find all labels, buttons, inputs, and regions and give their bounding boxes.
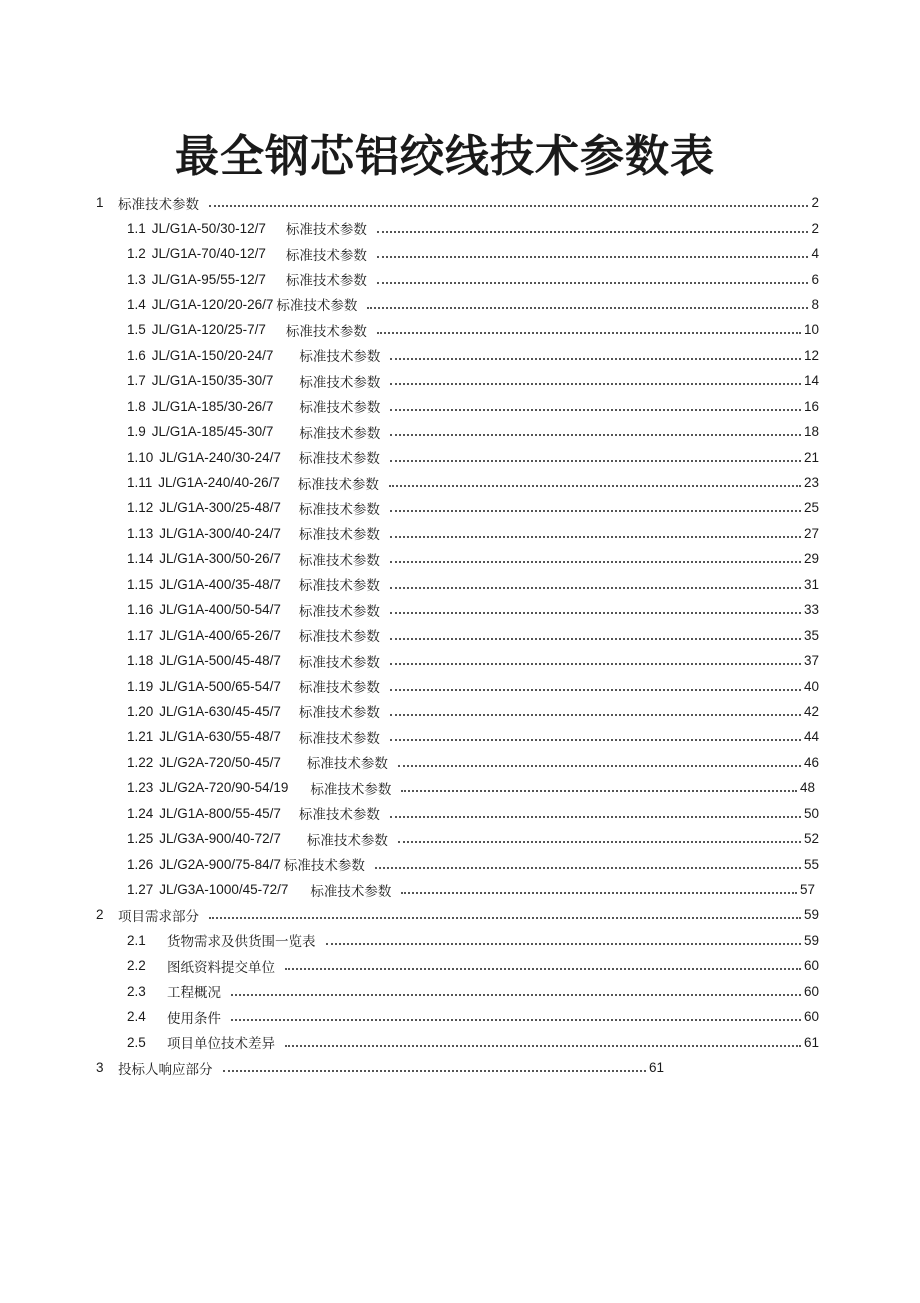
toc-entry-heading: 标准技术参数 — [299, 425, 381, 441]
toc-entry-heading: 标准技术参数 — [298, 680, 380, 696]
dot-leader — [390, 357, 801, 360]
toc-entry[interactable] — [0, 699, 920, 724]
toc-entry-number: 1.21 — [127, 729, 154, 745]
dot-leader — [390, 535, 801, 538]
toc-entry-number: 1.3 — [127, 271, 146, 287]
toc-entry-heading: 标准技术参数 — [285, 273, 367, 289]
toc-entry[interactable] — [0, 622, 920, 647]
toc-entry-page: 61 — [803, 1034, 819, 1050]
toc-entry-number: 1 — [96, 195, 104, 211]
toc-entry-label: JL/G3A-1000/45-72/7 — [159, 882, 289, 898]
toc-entry-number: 1.19 — [127, 678, 154, 694]
toc-entry-label: JL/G1A-800/55-45/7 — [159, 805, 281, 821]
table-of-contents — [0, 190, 920, 1080]
toc-entry[interactable] — [0, 724, 920, 749]
dot-leader — [389, 484, 801, 487]
dot-leader — [209, 916, 801, 919]
toc-entry-number: 1.8 — [127, 398, 146, 414]
toc-entry-number: 1.17 — [127, 627, 154, 643]
toc-entry-heading: 标准技术参数 — [285, 323, 367, 339]
toc-entry-label: JL/G1A-300/50-26/7 — [159, 551, 281, 567]
toc-entry-label: 项目需求部分 — [118, 908, 199, 924]
toc-entry-number: 1.24 — [127, 805, 154, 821]
toc-entry[interactable] — [0, 902, 920, 927]
dot-leader — [390, 586, 801, 589]
toc-entry[interactable] — [0, 572, 920, 597]
toc-entry-number: 1.14 — [127, 551, 154, 567]
toc-entry[interactable] — [0, 953, 920, 978]
toc-entry-page: 59 — [803, 907, 819, 923]
toc-entry-label: JL/G2A-900/75-84/7 — [159, 856, 281, 872]
toc-entry-number: 1.26 — [127, 856, 154, 872]
toc-entry-label: 投标人响应部分 — [118, 1061, 213, 1077]
toc-entry-label: JL/G1A-630/55-48/7 — [159, 729, 281, 745]
toc-entry-heading: 标准技术参数 — [299, 400, 381, 416]
toc-entry-page: 37 — [803, 653, 819, 669]
toc-entry-number: 1.12 — [127, 500, 154, 516]
toc-entry-number: 1.18 — [127, 653, 154, 669]
dot-leader — [377, 255, 809, 258]
toc-entry-page: 29 — [803, 551, 819, 567]
toc-entry-page: 57 — [799, 882, 815, 898]
toc-entry-heading: 标准技术参数 — [306, 756, 388, 772]
toc-entry[interactable] — [0, 444, 920, 469]
toc-entry-page: 6 — [811, 271, 819, 287]
dot-leader — [401, 789, 797, 792]
toc-entry[interactable] — [0, 826, 920, 851]
toc-entry-heading: 标准技术参数 — [310, 781, 392, 797]
toc-entry-label: 货物需求及供货围一览表 — [167, 934, 316, 950]
toc-entry-heading: 标准技术参数 — [298, 451, 380, 467]
dot-leader — [390, 713, 801, 716]
toc-entry-heading: 标准技术参数 — [310, 883, 392, 899]
dot-leader — [390, 815, 801, 818]
toc-entry-page: 21 — [803, 449, 819, 465]
toc-entry-number: 1.10 — [127, 449, 154, 465]
toc-entry-number: 2.4 — [127, 1009, 146, 1025]
toc-entry-label: JL/G1A-240/30-24/7 — [159, 449, 281, 465]
dot-leader — [390, 738, 801, 741]
toc-entry[interactable] — [0, 190, 920, 215]
toc-entry-label: JL/G1A-185/45-30/7 — [151, 424, 274, 440]
toc-entry-number: 1.4 — [127, 296, 146, 312]
toc-entry-number: 1.22 — [127, 754, 154, 770]
toc-entry-page: 55 — [803, 856, 819, 872]
toc-entry-page: 46 — [803, 754, 819, 770]
toc-entry-page: 23 — [803, 475, 819, 491]
toc-entry-label: JL/G1A-500/65-54/7 — [159, 678, 281, 694]
toc-entry-number: 2.1 — [127, 932, 146, 948]
toc-entry-number: 1.25 — [127, 831, 154, 847]
toc-entry-page: 10 — [803, 322, 819, 338]
toc-entry-page: 31 — [803, 576, 819, 592]
dot-leader — [377, 230, 809, 233]
dot-leader — [390, 560, 801, 563]
toc-entry[interactable] — [0, 851, 920, 876]
toc-entry-page: 8 — [811, 296, 819, 312]
dot-leader — [285, 967, 801, 970]
toc-entry-number: 2 — [96, 907, 104, 923]
toc-entry-heading: 标准技术参数 — [298, 654, 380, 670]
toc-entry-page: 12 — [803, 347, 819, 363]
toc-entry-page: 25 — [803, 500, 819, 516]
dot-leader — [401, 891, 797, 894]
toc-entry[interactable] — [0, 521, 920, 546]
toc-entry-label: 图纸资料提交单位 — [167, 959, 275, 975]
toc-entry-number: 2.5 — [127, 1034, 146, 1050]
toc-entry-label: JL/G2A-720/90-54/19 — [159, 780, 289, 796]
toc-entry-heading: 标准技术参数 — [285, 247, 367, 263]
toc-entry[interactable] — [0, 1004, 920, 1029]
toc-entry-page: 33 — [803, 602, 819, 618]
toc-entry[interactable] — [0, 877, 920, 902]
toc-entry-heading: 标准技术参数 — [299, 349, 381, 365]
toc-entry[interactable] — [0, 775, 920, 800]
toc-entry-number: 1.11 — [127, 475, 153, 491]
toc-entry-number: 1.27 — [127, 882, 154, 898]
toc-entry[interactable] — [0, 979, 920, 1004]
toc-entry-label: JL/G1A-185/30-26/7 — [151, 398, 274, 414]
toc-entry-label: JL/G1A-150/35-30/7 — [151, 373, 274, 389]
toc-entry-page: 14 — [803, 373, 819, 389]
toc-entry[interactable] — [0, 750, 920, 775]
toc-entry-number: 1.15 — [127, 576, 154, 592]
dot-leader — [390, 637, 801, 640]
toc-entry-number: 1.23 — [127, 780, 154, 796]
toc-entry-label: JL/G1A-95/55-12/7 — [151, 271, 266, 287]
dot-leader — [390, 408, 801, 411]
toc-entry-page: 44 — [803, 729, 819, 745]
toc-entry[interactable] — [0, 801, 920, 826]
toc-entry[interactable] — [0, 419, 920, 444]
toc-entry-heading: 标准技术参数 — [298, 705, 380, 721]
toc-entry-label: JL/G1A-500/45-48/7 — [159, 653, 281, 669]
toc-entry-page: 60 — [803, 958, 819, 974]
toc-entry-number: 1.13 — [127, 525, 154, 541]
toc-entry-label: 使用条件 — [167, 1010, 221, 1026]
toc-entry-heading: 标准技术参数 — [298, 730, 380, 746]
toc-entry[interactable] — [0, 470, 920, 495]
toc-entry-number: 1.2 — [127, 246, 146, 262]
toc-entry-page: 42 — [803, 703, 819, 719]
toc-entry-page: 2 — [811, 220, 819, 236]
toc-entry-number: 1.6 — [127, 347, 146, 363]
toc-entry-label: JL/G1A-400/65-26/7 — [159, 627, 281, 643]
dot-leader — [390, 662, 801, 665]
toc-entry[interactable] — [0, 368, 920, 393]
toc-entry[interactable] — [0, 648, 920, 673]
dot-leader — [390, 509, 801, 512]
toc-entry-label: JL/G1A-400/35-48/7 — [159, 576, 281, 592]
toc-entry-heading: 标准技术参数 — [299, 374, 381, 390]
toc-entry-label: JL/G1A-400/50-54/7 — [159, 602, 281, 618]
toc-entry[interactable] — [0, 343, 920, 368]
toc-entry-label: JL/G1A-300/40-24/7 — [159, 525, 281, 541]
dot-leader — [223, 1069, 646, 1072]
toc-entry[interactable] — [0, 1055, 920, 1080]
toc-entry[interactable] — [0, 495, 920, 520]
toc-entry[interactable] — [0, 317, 920, 342]
toc-entry-heading: 标准技术参数 — [298, 578, 380, 594]
toc-entry-page: 48 — [799, 780, 815, 796]
toc-entry[interactable] — [0, 928, 920, 953]
toc-entry-heading: 标准技术参数 — [298, 552, 380, 568]
toc-entry-label: JL/G1A-120/25-7/7 — [151, 322, 266, 338]
toc-entry[interactable] — [0, 215, 920, 240]
toc-entry-page: 52 — [803, 831, 819, 847]
toc-entry-page: 35 — [803, 627, 819, 643]
toc-entry-page: 50 — [803, 805, 819, 821]
toc-entry-number: 1.1 — [127, 220, 146, 236]
toc-entry-number: 2.2 — [127, 958, 146, 974]
toc-entry-number: 3 — [96, 1060, 104, 1076]
toc-entry-heading: 标准技术参数 — [298, 527, 380, 543]
toc-entry-label: JL/G1A-150/20-24/7 — [151, 347, 274, 363]
toc-entry-page: 4 — [811, 246, 819, 262]
toc-entry-page: 60 — [803, 1009, 819, 1025]
dot-leader — [285, 1044, 801, 1047]
toc-entry-heading: 标准技术参数 — [283, 858, 365, 874]
toc-entry-heading: 标准技术参数 — [285, 222, 367, 238]
toc-entry[interactable] — [0, 673, 920, 698]
toc-entry-label: 工程概况 — [167, 985, 221, 1001]
toc-entry-label: 项目单位技术差异 — [167, 1036, 275, 1052]
dot-leader — [367, 306, 808, 309]
dot-leader — [390, 382, 801, 385]
toc-entry-number: 1.20 — [127, 703, 154, 719]
toc-entry-heading: 标准技术参数 — [276, 298, 358, 314]
toc-entry-heading: 标准技术参数 — [298, 603, 380, 619]
dot-leader — [231, 1018, 801, 1021]
toc-entry-page: 60 — [803, 983, 819, 999]
dot-leader — [209, 204, 808, 207]
toc-entry[interactable] — [0, 1029, 920, 1054]
dot-leader — [375, 866, 801, 869]
toc-entry-number: 1.16 — [127, 602, 154, 618]
dot-leader — [377, 331, 801, 334]
toc-entry-label: JL/G1A-70/40-12/7 — [151, 246, 266, 262]
toc-entry-heading: 标准技术参数 — [297, 476, 379, 492]
toc-entry-number: 2.3 — [127, 983, 146, 999]
document-title: 最全钢芯铝绞线技术参数表 — [175, 131, 715, 182]
toc-entry-page: 40 — [803, 678, 819, 694]
toc-entry[interactable] — [0, 266, 920, 291]
toc-entry-number: 1.5 — [127, 322, 146, 338]
toc-entry-label: JL/G1A-50/30-12/7 — [151, 220, 266, 236]
toc-entry-label: JL/G3A-900/40-72/7 — [159, 831, 281, 847]
toc-entry-page: 18 — [803, 424, 819, 440]
toc-entry-label: 标准技术参数 — [118, 196, 199, 212]
toc-entry-label: JL/G1A-630/45-45/7 — [159, 703, 281, 719]
toc-entry-page: 2 — [811, 195, 819, 211]
dot-leader — [398, 840, 801, 843]
toc-entry[interactable] — [0, 597, 920, 622]
dot-leader — [390, 433, 801, 436]
toc-entry-label: JL/G2A-720/50-45/7 — [159, 754, 281, 770]
dot-leader — [326, 942, 801, 945]
dot-leader — [390, 688, 801, 691]
toc-entry-heading: 标准技术参数 — [298, 807, 380, 823]
toc-entry-heading: 标准技术参数 — [298, 629, 380, 645]
toc-entry[interactable] — [0, 394, 920, 419]
toc-entry[interactable] — [0, 292, 920, 317]
toc-entry-number: 1.7 — [127, 373, 146, 389]
toc-entry[interactable] — [0, 241, 920, 266]
dot-leader — [377, 281, 809, 284]
toc-entry-page: 61 — [648, 1060, 664, 1076]
toc-entry[interactable] — [0, 546, 920, 571]
toc-entry-number: 1.9 — [127, 424, 146, 440]
toc-entry-label: JL/G1A-300/25-48/7 — [159, 500, 281, 516]
dot-leader — [390, 459, 801, 462]
dot-leader — [398, 764, 801, 767]
toc-entry-heading: 标准技术参数 — [298, 501, 380, 517]
toc-entry-page: 27 — [803, 525, 819, 541]
dot-leader — [390, 611, 801, 614]
toc-entry-page: 16 — [803, 398, 819, 414]
toc-entry-heading: 标准技术参数 — [306, 832, 388, 848]
toc-entry-label: JL/G1A-240/40-26/7 — [158, 475, 280, 491]
dot-leader — [231, 993, 801, 996]
toc-entry-label: JL/G1A-120/20-26/7 — [151, 296, 274, 312]
toc-entry-page: 59 — [803, 932, 819, 948]
